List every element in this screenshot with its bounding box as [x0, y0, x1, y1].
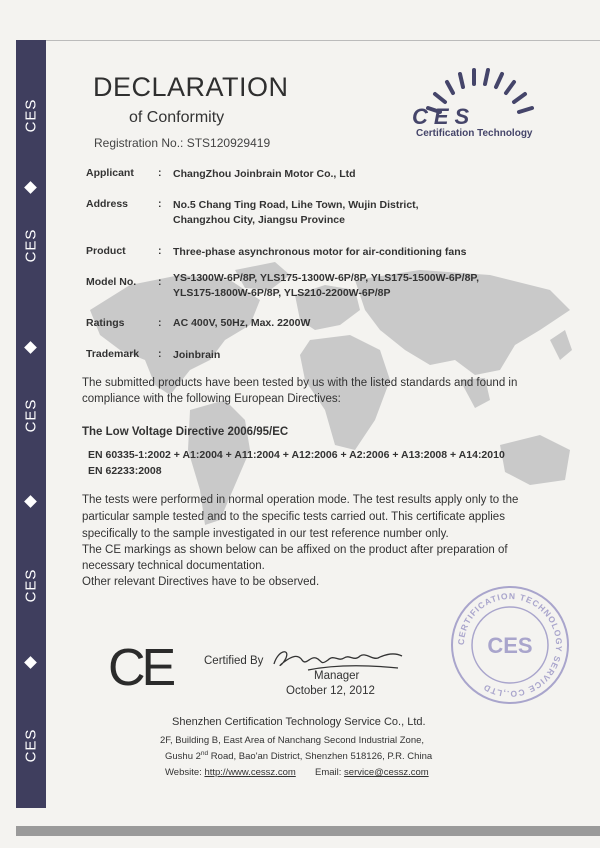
note-line1: The tests were performed in normal operation mode. The test results apply only to the	[82, 494, 519, 506]
declaration-subtitle: of Conformity	[129, 109, 225, 126]
email-link[interactable]: service@cessz.com	[344, 767, 429, 778]
note-line6: Other relevant Directives have to be observed.	[82, 576, 320, 588]
company-seal	[448, 583, 572, 707]
sidebar-ces-label: CES	[22, 728, 40, 762]
field-colon: :	[158, 348, 162, 360]
registration-line	[94, 136, 270, 150]
diamond-icon	[24, 656, 37, 669]
directive-heading: The Low Voltage Directive 2006/95/EC	[82, 426, 289, 438]
sidebar-band	[16, 40, 46, 808]
diamond-icon	[24, 495, 37, 508]
signatory-title: Manager	[314, 670, 360, 682]
note-line4: The CE markings as shown below can be affixed on the product after preparation of	[82, 544, 508, 556]
sidebar-ces-label: CES	[22, 398, 40, 432]
model-label: Model No.	[86, 276, 137, 288]
standard-line2: EN 62233:2008	[88, 465, 162, 477]
field-colon: :	[158, 198, 162, 210]
diamond-icon	[24, 341, 37, 354]
applicant-value: ChangZhou Joinbrain Motor Co., Ltd	[173, 168, 356, 180]
declaration-title: DECLARATION	[93, 72, 289, 102]
ratings-label: Ratings	[86, 317, 125, 329]
ratings-value: AC 400V, 50Hz, Max. 2200W	[173, 317, 311, 329]
address-value-line1: No.5 Chang Ting Road, Lihe Town, Wujin District,	[173, 199, 419, 211]
diamond-icon	[24, 181, 37, 194]
applicant-label: Applicant	[86, 167, 134, 179]
trademark-label: Trademark	[86, 348, 140, 360]
ce-mark: CE	[108, 639, 173, 697]
footer-company: Shenzhen Certification Technology Service Co., Ltd.	[172, 716, 426, 728]
intro-line2: compliance with the following European Directives:	[82, 393, 341, 405]
note-line3: specifically to the sample investigated in our test reference number only.	[82, 528, 449, 540]
svg-text:CERTIFICATION TECHNOLOGY SERVI: CERTIFICATION TECHNOLOGY SERVICE CO.,LTD	[455, 590, 565, 700]
field-colon: :	[158, 245, 162, 257]
field-colon: :	[158, 317, 162, 329]
standard-line1: EN 60335-1:2002 + A1:2004 + A11:2004 + A12:2006 + A2:2006 + A13:2008 + A14:2010	[88, 449, 505, 461]
logo-mark: CES	[412, 104, 476, 129]
sidebar-ces-label: CES	[22, 228, 40, 262]
footer-address-line1: 2F, Building B, East Area of Nanchang Second Industrial Zone,	[160, 735, 425, 746]
ces-logo	[410, 60, 560, 142]
website-link[interactable]: http://www.cessz.com	[204, 767, 296, 778]
note-line2: particular sample tested and to the specific tests carried out. This certificate applies	[82, 511, 505, 523]
note-line5: necessary technical documentation.	[82, 560, 265, 572]
product-label: Product	[86, 245, 126, 257]
address-value-line2: Changzhou City, Jiangsu Province	[173, 214, 345, 226]
top-divider	[46, 40, 600, 41]
certified-by-label: Certified By	[204, 655, 264, 667]
model-value-line1: YS-1300W-6P/8P, YLS175-1300W-6P/8P, YLS175-1500W-6P/8P,	[173, 272, 479, 284]
registration-number: STS120929419	[186, 136, 271, 150]
footer-address-line2: Gushu 2nd Road, Bao'an District, Shenzhen 518126, P.R. China	[165, 750, 433, 763]
svg-text:CES: CES	[487, 633, 533, 658]
signature-date: October 12, 2012	[286, 685, 375, 697]
intro-line1: The submitted products have been tested by us with the listed standards and found in	[82, 377, 518, 389]
product-value: Three-phase asynchronous motor for air-conditioning fans	[173, 246, 467, 258]
footer-email: Email: service@cessz.com	[315, 767, 429, 778]
field-colon: :	[158, 276, 162, 288]
logo-caption: Certification Technology	[416, 128, 533, 139]
trademark-value: Joinbrain	[173, 349, 221, 361]
bottom-border	[16, 826, 600, 836]
field-colon: :	[158, 167, 162, 179]
sidebar-ces-label: CES	[22, 568, 40, 602]
sidebar-ces-label: CES	[22, 98, 40, 132]
model-value-line2: YLS175-1800W-6P/8P, YLS210-2200W-6P/8P	[173, 287, 391, 299]
footer-website: Website: http://www.cessz.com	[165, 767, 296, 778]
address-label: Address	[86, 198, 129, 210]
registration-label: Registration No.:	[94, 136, 184, 150]
